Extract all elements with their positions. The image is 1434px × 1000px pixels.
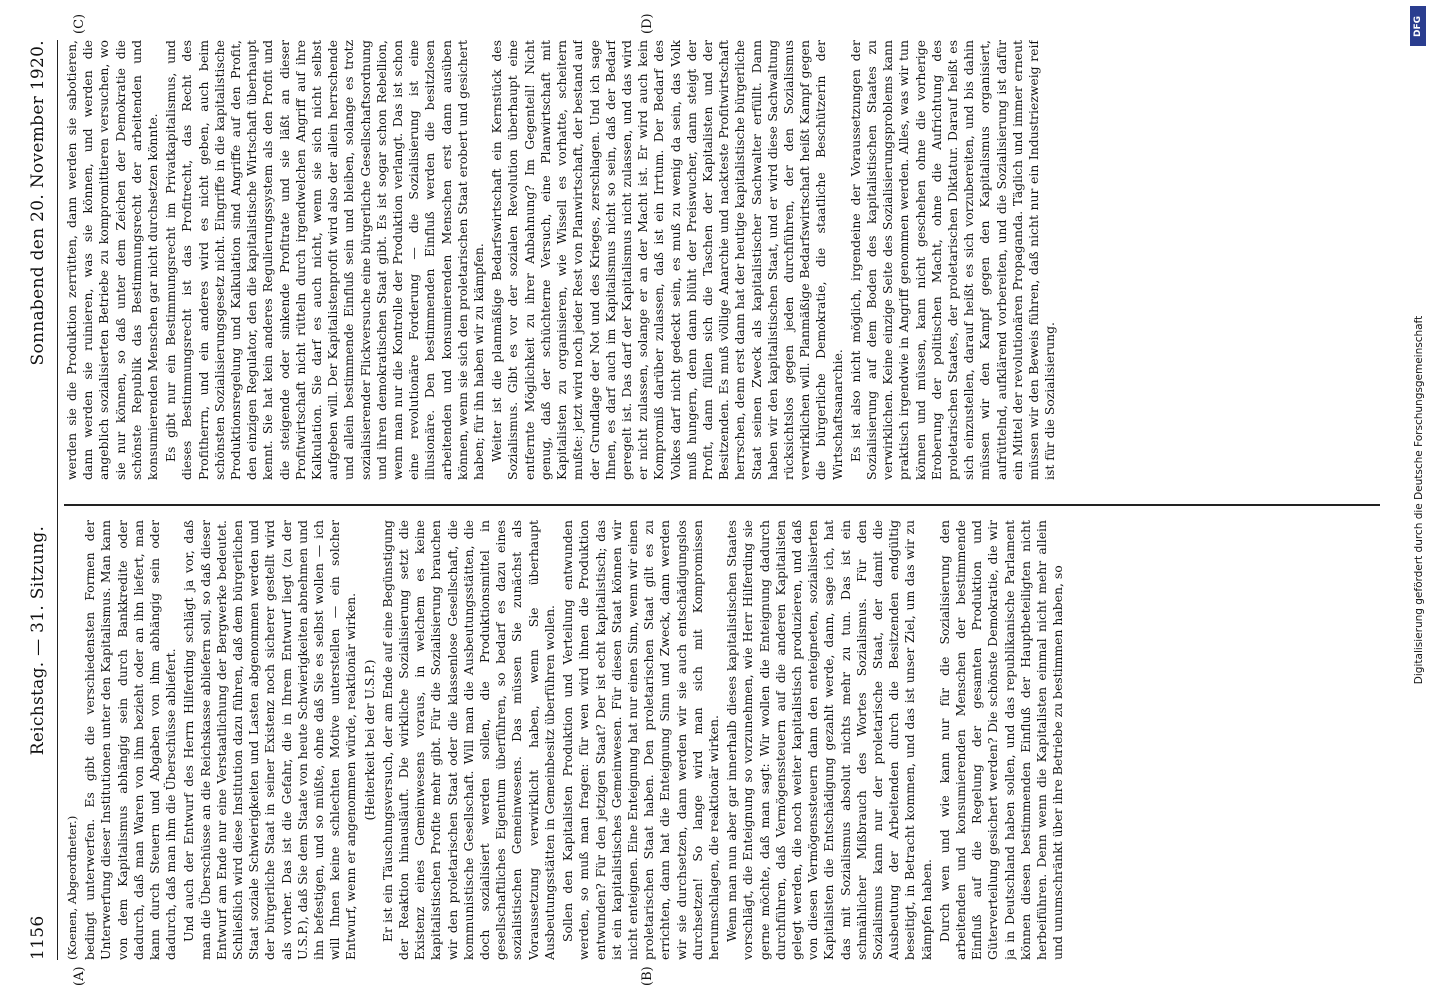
session-title: Reichstag. — 31. Sitzung. xyxy=(28,525,48,756)
header-rule xyxy=(57,40,59,960)
digitization-credit: Digitalisierung gefördert durch die Deutsche Forschungsgemeinschaft xyxy=(1413,315,1425,685)
session-date: Sonnabend den 20. November 1920. xyxy=(28,40,48,366)
marker-a: (A) xyxy=(72,966,87,986)
left-column xyxy=(64,520,1380,960)
paragraph: Wenn man nun aber gar innerhalb dieses kapitalistischen Staates vorschlägt, die Enteignung so vorzunehmen, wie Herr Hilferding sie gerne möchte, daß man sagt: Wir wollen die Enteignung dadurch durchführen, daß Vermögenssteuern auf die anderen Kapitalisten gelegt werden, die noch weiter kapitalistisch produzieren, und daß von diesen Vermögenssteuern dann den enteigneten, sozialisierten Kapitalisten die Entschädigung gezahlt werde, dann, sage ich, hat das mit Sozialismus absolut nichts mehr zu tun. Das ist ein schmählicher Mißbrauch des Wortes Sozialismus. Für den Sozialismus kann nur der proletarische Staat, der damit die Ausbeutung der Arbeitenden durch die Besitzenden endgültig beseitigt, in Betracht kommen, und das ist unser Ziel, um das wir zu kämpfen haben. xyxy=(724,520,934,960)
paragraph: Weiter ist die planmäßige Bedarfswirtschaft ein Kernstück des Sozialismus. Gibt es vor der sozialen Revolution überhaupt eine entfernte Möglichkeit zu ihrer Anbahnung? Im Gegenteil! Nicht genug, daß der schüchterne Versuch, eine Planwirtschaft mit Kapitalisten zu organisieren, wie Wissell es vorhatte, scheitern mußte: jetzt wird noch jeder Rest von Planwirtschaft, der bestand auf der Grundlage der Not und des Krieges, zerschlagen. Und ich sage Ihnen, es darf auch im Kapitalismus nicht so sein, daß der Bedarf geregelt ist. Das darf der Kapitalismus nicht zulassen, und das wird er nicht zulassen, solange er an der Macht ist. Er wird auch kein Kompromiß darüber zulassen, daß ist ein Irrtum. Der Bedarf des Volkes darf nicht gedeckt sein, es muß zu wenig da sein, das Volk muß hungern, denn dann blüht der Preiswucher, dann steigt der Profit, dann füllen sich die Taschen der Kapitalisten und der Besitzenden. Es muß völlige Anarchie und nackteste Profitwirtschaft herrschen, denn erst dann hat der heutige kapitalistische bürgerliche Staat seinen Zweck als kapitalistischer Sachwalter erfüllt. Dann haben wir den kapitalistischen Staat, und er wird diese Sachwaltung rücksichtslos gegen jeden durchführen, der den Sozialismus verwirklichen will. Planmäßige Bedarfswirtschaft heißt Kampf gegen die bürgerliche Demokratie, die staatliche Beschützerin der Wirtschaftsanarchie. xyxy=(489,40,845,480)
paragraph: Er ist ein Täuschungsversuch, der am Ende auf eine Begünstigung der Reaktion hinausläuft. Die wirkliche Sozialisierung setzt die Existenz eines Gemeinwesens voraus, in welchem es keine kapitalistischen Profite mehr gibt. Für die Sozialisierung brauchen wir den proletarischen Staat oder die klassenlose Gesellschaft, die kommunistische Gesellschaft. Will man die Ausbeutungsstätten, die doch sozialisiert werden sollen, die Produktionsmittel in gesellschaftliches Eigentum überführen, so bedarf es dazu eines sozialistischen Gemeinwesens. Das müssen Sie zunächst als Voraussetzung verwirklicht haben, wenn Sie überhaupt Ausbeutungsstätten in Gemeinbesitz überführen wollen. xyxy=(379,520,557,960)
marker-c: (C) xyxy=(72,13,87,34)
column-divider xyxy=(64,505,1380,507)
marker-d: (D) xyxy=(640,13,655,34)
paragraph: Es gibt nur ein Bestimmungsrecht im Privatkapitalismus, und dieses Bestimmungsrecht ist das Profitrecht, das Recht des Profitherrn, und ein anderes wird es nicht geben, auch beim schönsten Sozialisierungsgesetz nicht. Eingriffe in die kapitalistische Produktionsregelung und Kalkulation sind Angriffe auf den Profit, den einzigen Regulator, den die kapitalistische Wirtschaft überhaupt kennt. Sie hat kein anderes Regulierungssystem als den Profit und die steigende oder sinkende Profitrate und sie läßt an dieser Profitwirtschaft nicht rütteln durch irgendwelchen Angriff auf ihre Kalkulation. Sie darf es auch nicht, wenn sie sich nicht selbst aufgeben will. Der Kapitalistenprofit wird also der allein herrschende und allein bestimmende Einfluß sein und bleiben, solange es trotz sozialisierender Flickversuche eine bürgerliche Gesellschaftsordnung und ihren demokratischen Staat gibt. Es ist sogar schon Rebellion, wenn man nur die Kontrolle der Produktion verlangt. Das ist schon eine revolutionäre Forderung — die Sozialisierung ist eine illusionäre. Den bestimmenden Einfluß werden die besitzlosen arbeitenden und konsumierenden Menschen erst dann ausüben können, wenn sie sich den proletarischen Staat erobert und gesichert haben; für ihn haben wir zu kämpfen. xyxy=(163,40,487,480)
paragraph: Und auch der Entwurf des Herrn Hilferding schlägt ja vor, daß man die Überschüsse an die Reichskasse abliefern soll, so daß dieser Entwurf am Ende nur eine Verstaatlichung der Bergwerke bedeutet. Schließlich wird diese Institution dazu führen, daß dem bürgerlichen Staat soziale Schwierigkeiten und Lasten abgenommen werden und der bürgerliche Staat in seiner Existenz noch sicherer gestellt wird als vorher. Das ist die Gefahr, die in Ihrem Entwurf liegt (zu der U.S.P.), daß Sie dem Staate von heute Schwierigkeiten abnehmen und ihn befestigen, und so müßte, ohne daß Sie es selbst wollen — ich will Ihnen keine schlechten Motive unterstellen — ein solcher Entwurf, wenn er angenommen würde, reaktionär wirken. xyxy=(181,520,359,960)
interjection: (Heiterkeit bei der U.S.P.) xyxy=(361,659,377,821)
dfg-logo: DFG xyxy=(1410,6,1426,46)
paragraph: bedingt unterwerfen. Es gibt die verschiedensten Formen der Unterwerfung dieser Institutionen unter den Kapitalismus. Man kann von dem Kapitalismus abhängig sein durch Bankkredite oder dadurch, daß man Waren von ihm bezieht oder an ihn liefert, man kann durch Steuern und Abgaben von ihm abhängig sein oder dadurch, daß man ihm die Überschüsse abliefert. xyxy=(82,520,179,960)
paragraph: Es ist also nicht möglich, irgendeine der Voraussetzungen der Sozialisierung auf dem Boden des kapitalistischen Staates zu verwirklichen. Keine einzige Seite des Sozialisierungsproblems kann praktisch irgendwie in Angriff genommen werden. Alles, was wir tun können und müssen, kann nicht geschehen ohne die vorherige Eroberung der politischen Macht, ohne die Aufrichtung des proletarischen Staates, der proletarischen Diktatur. Darauf heißt es sich einzustellen, darauf heißt es sich vorzubereiten, und bis dahin müssen wir den Kampf gegen den Kapitalismus organisiert, aufrüttelnd, aufklärend vorbereiten, und die Sozialisierung ist dafür ein Mittel der revolutionären Propaganda. Täglich und immer erneut müssen wir den Beweis führen, daß nicht nur ein Industriezweig reif ist für die Sozialisierung. xyxy=(847,40,1058,480)
speaker-line: (Koenen, Abgeordneter.) xyxy=(65,815,79,960)
paragraph: Sollen den Kapitalisten Produktion und Verteilung entwunden werden, so muß man fragen: für wen wird ihnen die Produktion entwunden? Für den jetzigen Staat? Der ist echt kapitalistisch; das ist ein kapitalistisches Gemeinwesen. Für diesen Staat können wir nicht enteignen. Eine Enteignung hat nur einen Sinn, wenn wir einen proletarischen Staat haben. Den proletarischen Staat gilt es zu errichten, dann hat die Enteignung Sinn und Zweck, dann werden wir sie durchsetzen, dann werden wir sie auch entschädigungslos durchsetzen! So lange wird man sich mit Kompromissen herumschlagen, die reaktionär wirken. xyxy=(560,520,721,960)
marker-b: (B) xyxy=(640,966,655,986)
paragraph: Durch wen und wie kann nur für die Sozialisierung den arbeitenden und konsumierenden Menschen der bestimmende Einfluß auf die Regelung der gesamten Produktion und Güterverteilung gesichert werden? Die schönste Demokratie, die wir ja in Deutschland haben sollen, und das republikanische Parlament können diesen bestimmenden Einfluß der Hauptbeteiligten nicht herbeiführen. Denn wenn die Kapitalisten einmal nicht mehr allein und unumschränkt über ihre Betriebe zu bestimmen haben, so xyxy=(936,520,1066,960)
paragraph: werden sie die Produktion zerrütten, dann werden sie sabotieren, dann werden sie ruinieren, was sie können, und werden die angeblich sozialisierten Betriebe zu kompromittieren versuchen, wo sie nur können, so daß unter dem Zeichen der Demokratie die schönste Republik das Bestimmungsrecht der arbeitenden und konsumierenden Menschen gar nicht durchsetzen könnte. xyxy=(64,40,161,480)
page-number: 1156 xyxy=(28,915,48,960)
right-column xyxy=(64,40,1380,480)
digitization-note xyxy=(1404,0,1434,1000)
page-header xyxy=(28,40,54,960)
